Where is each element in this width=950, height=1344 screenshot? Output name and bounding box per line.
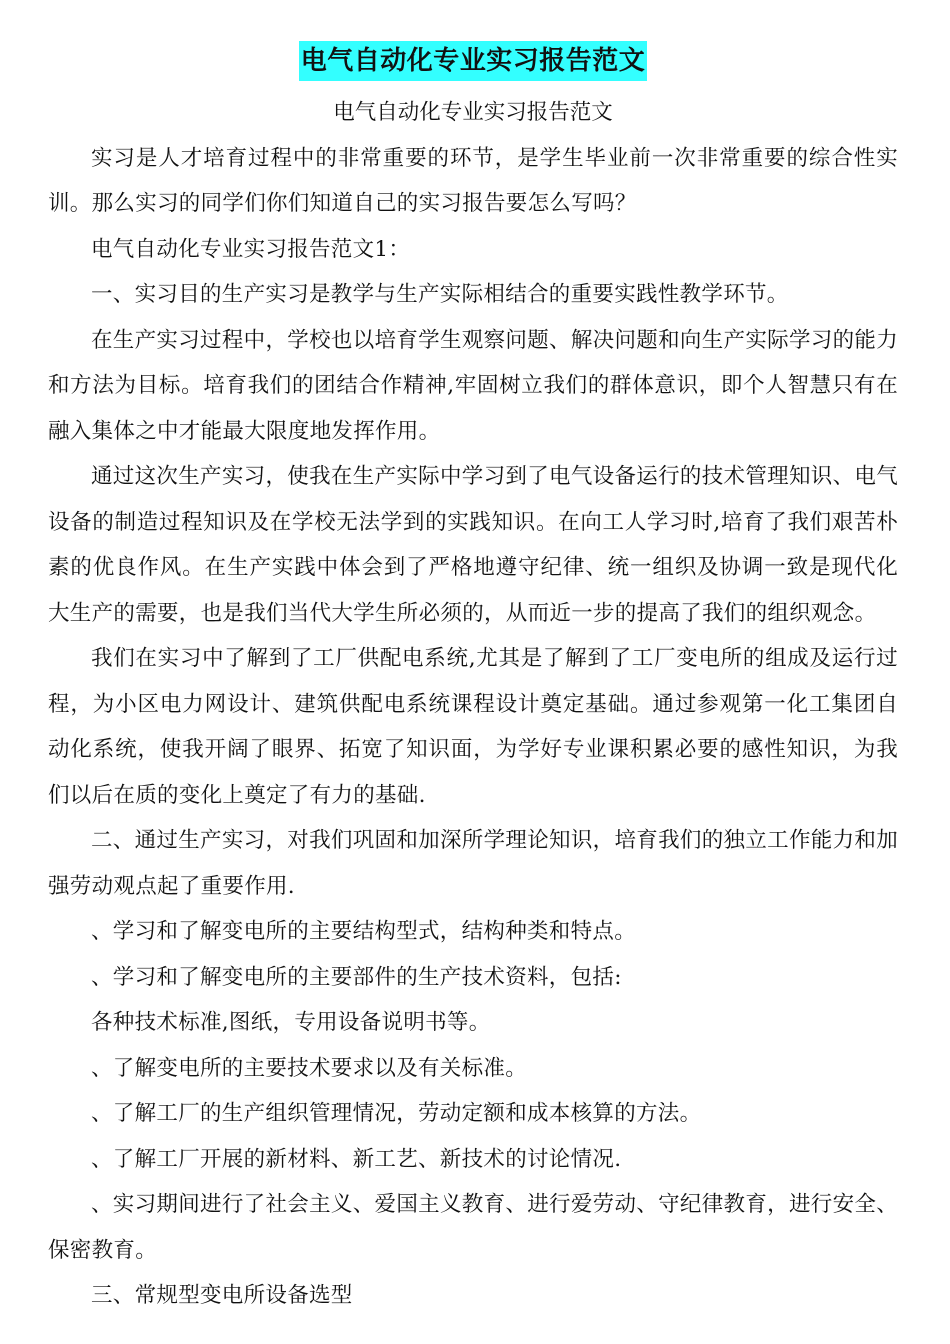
paragraph-power-system: 我们在实习中了解到了工厂供配电系统,尤其是了解到了工厂变电所的组成及运行过程，为小区电力网设计、建筑供配电系统课程设计奠定基础。通过参观第一化工集团自动化系统，使我开阔了眼界、拓宽了知识面，为学好专业课积累必要的感性知识，为我们以后在质的变化上奠定了有力的基础.: [48, 646, 898, 808]
document-subtitle: 电气自动化专业实习报告范文: [333, 100, 613, 125]
paragraph-section-two: 二、通过生产实习，对我们巩固和加深所学理论知识，培育我们的独立工作能力和加强劳动观点起了重要作用.: [48, 828, 898, 899]
list-item-requirements: 、了解变电所的主要技术要求以及有关标准。: [91, 1055, 528, 1081]
paragraph-knowledge-gained: 通过这次生产实习，使我在生产实际中学习到了电气设备运行的技术管理知识、电气设备的制造过程知识及在学校无法学到的实践知识。在向工人学习时,培育了我们艰苦朴素的优良作风。在生产实践中体会到了严格地遵守纪律、统一组织及协调一致是现代化大生产的需要，也是我们当代大学生所必须的，从而近一步的提高了我们的组织观念。: [48, 464, 898, 626]
list-item-technical-data: 、学习和了解变电所的主要部件的生产技术资料，包括:: [91, 964, 622, 990]
list-item-education: 、实习期间进行了社会主义、爱国主义教育、进行爱劳动、守纪律教育，进行安全、保密教育。: [48, 1192, 898, 1263]
paragraph-section-one: 一、实习目的生产实习是教学与生产实际相结合的重要实践性教学环节。: [91, 282, 789, 307]
list-item-structure: 、学习和了解变电所的主要结构型式，结构种类和特点。: [91, 919, 637, 944]
title-block: [48, 40, 898, 90]
document-page: [48, 40, 898, 1319]
list-item-standards-drawings: 各种技术标准,图纸，专用设备说明书等。: [91, 1010, 491, 1035]
paragraph-section-three: 三、常规型变电所设备选型: [91, 1283, 353, 1308]
paragraph-sample-heading: 电气自动化专业实习报告范文1：: [91, 236, 411, 262]
list-item-management: 、了解工厂的生产组织管理情况，劳动定额和成本核算的方法。: [91, 1101, 702, 1126]
list-item-new-technology: 、了解工厂开展的新材料、新工艺、新技术的讨论情况.: [91, 1146, 622, 1172]
paragraph-internship-goals: 在生产实习过程中，学校也以培育学生观察问题、解决问题和向生产实际学习的能力和方法为目标。培育我们的团结合作精神,牢固树立我们的群体意识，即个人智慧只有在融入集体之中才能最大限度地发挥作用。: [48, 327, 898, 444]
page-title: 电气自动化专业实习报告范文: [299, 41, 648, 81]
paragraph-intro: 实习是人才培育过程中的非常重要的环节，是学生毕业前一次非常重要的综合性实训。那么实习的同学们你们知道自己的实习报告要怎么写吗？: [48, 145, 898, 216]
